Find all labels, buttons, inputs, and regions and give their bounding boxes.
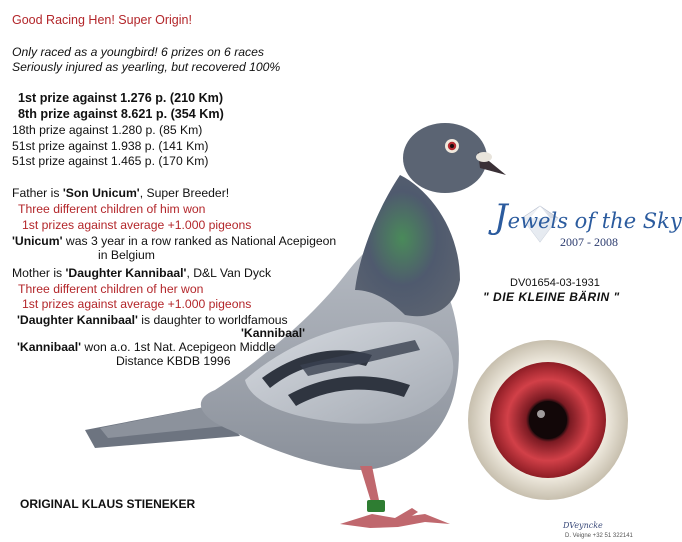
father-line <box>12 186 229 200</box>
kannibaal-rest: won a.o. 1st Nat. Acepigeon Middle <box>81 340 276 354</box>
pigeon-foot <box>340 514 450 528</box>
intro-line-1: Only raced as a youngbird! 6 prizes on 6 races <box>12 45 265 59</box>
watermark-contact: D. Veigne +32 51 322141 <box>565 533 633 539</box>
daughter-kannibaal-name: 'Daughter Kannibaal' <box>17 313 138 327</box>
kannibaal-name: 'Kannibaal' <box>17 340 82 354</box>
pigeon-head <box>403 123 487 193</box>
mother-suffix: , D&L Van Dyck <box>186 266 272 280</box>
logo-text: ewels of the Sky <box>507 209 682 233</box>
prize-item: 51st prize against 1.938 p. (141 Km) <box>12 139 209 153</box>
pigeon-leg <box>360 466 380 505</box>
prize-item: 51st prize against 1.465 p. (170 Km) <box>12 154 209 168</box>
headline: Good Racing Hen! Super Origin! <box>12 13 192 27</box>
jewels-logo <box>494 197 682 237</box>
kannibaal-line: 'Kannibaal' <box>241 326 306 340</box>
intro-line-2: Seriously injured as yearling, but recovered 100% <box>12 60 281 74</box>
prize-item: 8th prize against 8.621 p. (354 Km) <box>18 107 224 121</box>
mother-line <box>12 266 271 280</box>
mother-name: 'Daughter Kannibaal' <box>65 266 187 280</box>
father-children-line: Three different children of him won <box>18 202 206 216</box>
father-name: 'Son Unicum' <box>62 186 140 200</box>
unicum-line <box>12 234 336 248</box>
prize-item: 18th prize against 1.280 p. (85 Km) <box>12 123 203 137</box>
unicum-name: 'Unicum' <box>12 234 63 248</box>
logo-years: 2007 - 2008 <box>560 235 618 249</box>
pigeon-cere <box>476 152 492 162</box>
kannibaal-achievement-line-2: Distance KBDB 1996 <box>116 354 231 368</box>
mother-prizes-line: 1st prizes against average +1.000 pigeons <box>22 297 252 311</box>
father-prizes-line: 1st prizes against average +1.000 pigeons <box>22 218 252 232</box>
father-prefix: Father is <box>12 186 63 200</box>
watermark-name: DVeyncke <box>563 521 603 530</box>
kannibaal-achievement-line <box>17 340 276 354</box>
ring-code: DV01654-03-1931 <box>510 277 600 289</box>
footer-credit: ORIGINAL KLAUS STIENEKER <box>20 497 196 511</box>
mother-prefix: Mother is <box>12 266 66 280</box>
mother-children-line: Three different children of her won <box>18 282 204 296</box>
daughter-kannibaal-line <box>17 313 288 327</box>
unicum-rest: was 3 year in a row ranked as National Acepigeon <box>62 234 337 248</box>
father-suffix: , Super Breeder! <box>139 186 230 200</box>
eye-closeup <box>468 340 628 500</box>
unicum-line-2: in Belgium <box>98 248 155 262</box>
leg-band-icon <box>367 500 385 512</box>
ring-name: " DIE KLEINE BÄRIN " <box>483 290 620 304</box>
logo-cap-letter: J <box>494 197 508 237</box>
prize-item: 1st prize against 1.276 p. (210 Km) <box>18 91 224 105</box>
daughter-kannibaal-rest: is daughter to worldfamous <box>137 313 288 327</box>
